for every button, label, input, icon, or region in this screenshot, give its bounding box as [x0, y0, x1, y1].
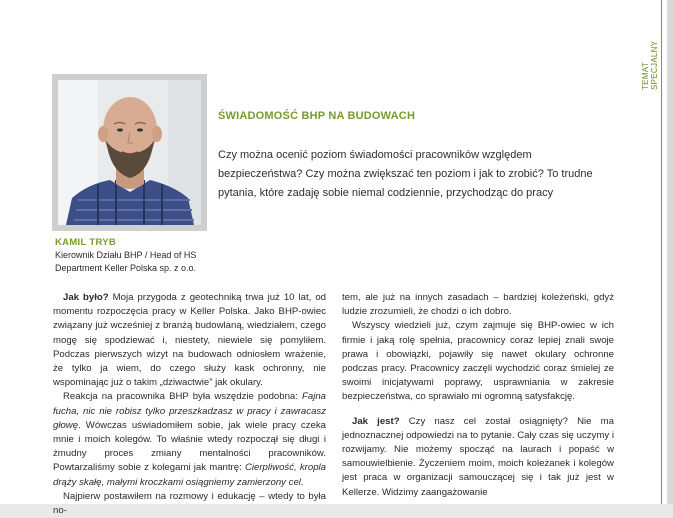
- author-role: Kierownik Działu BHP / Head of HS Department Keller Polska sp. z o.o.: [55, 250, 197, 273]
- paragraph: [53, 291, 326, 390]
- author-name: KAMIL TRYB: [55, 237, 117, 248]
- body-column-right: [342, 291, 614, 500]
- paragraph-lead-in: Jak jest?: [352, 415, 400, 427]
- paragraph-text: Moja przygoda z geotechniką trwa już 10 lat, od momentu rozpoczęcia pracy w Keller Polska. Jako BHP-owiec związany już wcześniej z branżą budowlaną, wiedziałem, czego mogę się spodziewać i, niestety, niewiele się pomyliłem. Podczas pierwszych wizyt na budowach odniosłem wrażenie, że tylko ja wiem, do czego służy kask ochronny, nie wspominając już o takim „dziwactwie” jak okulary.: [53, 292, 326, 389]
- page-edge: [667, 0, 673, 504]
- author-portrait-image: [58, 80, 201, 225]
- paragraph-text: Wszyscy wiedzieli już, czym zajmuje się BHP-owiec w ich firmie i jaką rolę spełnia, pracownicy coraz lepiej znali swoje prawa i obowiązki, pojawiły się nawet okulary ochronne podczas pracy. Pracownicy zaczęli wychodzić coraz śmielej ze swoimi inicjatywami poprawy, usprawniania w zakresie bezpieczeństwa, co sprawiało mi ogromną satysfakcję.: [342, 320, 614, 403]
- paragraph-lead-in: Jak było?: [63, 292, 109, 303]
- paragraph-text: tem, ale już na innych zasadach – bardziej koleżeński, gdyż ludzie zrozumieli, że chodzi o ich dobro.: [342, 292, 614, 318]
- paragraph-text: . Wówczas uświadomiłem sobie, jak wiele pracy czeka mnie i moich kolegów. To właśnie wtedy rozpoczął się długi i żmudny proces zmiany mentalności pracowników. Powtarzaliśmy sobie z kolegami jak mantrę:: [53, 419, 326, 474]
- quote-text: Cierpliwość, kropla drąży skałę, małymi kroczkami osiągniemy zamierzony cel: [53, 462, 326, 488]
- section-tag: TEMAT SPECJALNY: [641, 40, 659, 90]
- quote-text: Fajna fucha, nic nie robisz tylko przeszkadzasz w pracy i zawracasz głowę: [53, 391, 326, 431]
- paragraph-text: Najpierw postawiłem na rozmowy i edukację – wtedy to była no-: [53, 490, 326, 517]
- paragraph-text: Czy nasz cel został osiągnięty? Nie ma jednoznacznej odpowiedzi na to pytanie. Cały czas się uczymy i rozwijamy. Nie możemy spocząć na laurach i popaść w samouwielbienie. Życzeniem moim, moich koleżanek i kolegów jest praca w organizacji samouczącej się i tak już jest w Kellerze. Widzimy zaangażowanie: [342, 415, 614, 498]
- paragraph: [53, 390, 326, 489]
- article-lead: Czy można ocenić poziom świadomości pracowników względem bezpieczeństwa? Czy można zwiększać ten poziom i jak to zrobić? To trudne pytania, które zadaję sobie niemal codziennie, przychodząc do pracy: [218, 149, 593, 199]
- side-rule: [661, 0, 662, 504]
- article-title: ŚWIADOMOŚĆ BHP NA BUDOWACH: [218, 110, 416, 122]
- paragraph-text: .: [300, 476, 304, 488]
- paragraph-text: Reakcja na pracownika BHP była wszędzie podobna:: [63, 391, 302, 403]
- paragraph: [342, 415, 614, 500]
- body-column-left: [53, 291, 326, 518]
- author-photo: [52, 74, 207, 231]
- paragraph: [342, 291, 614, 319]
- paragraph: [342, 319, 614, 404]
